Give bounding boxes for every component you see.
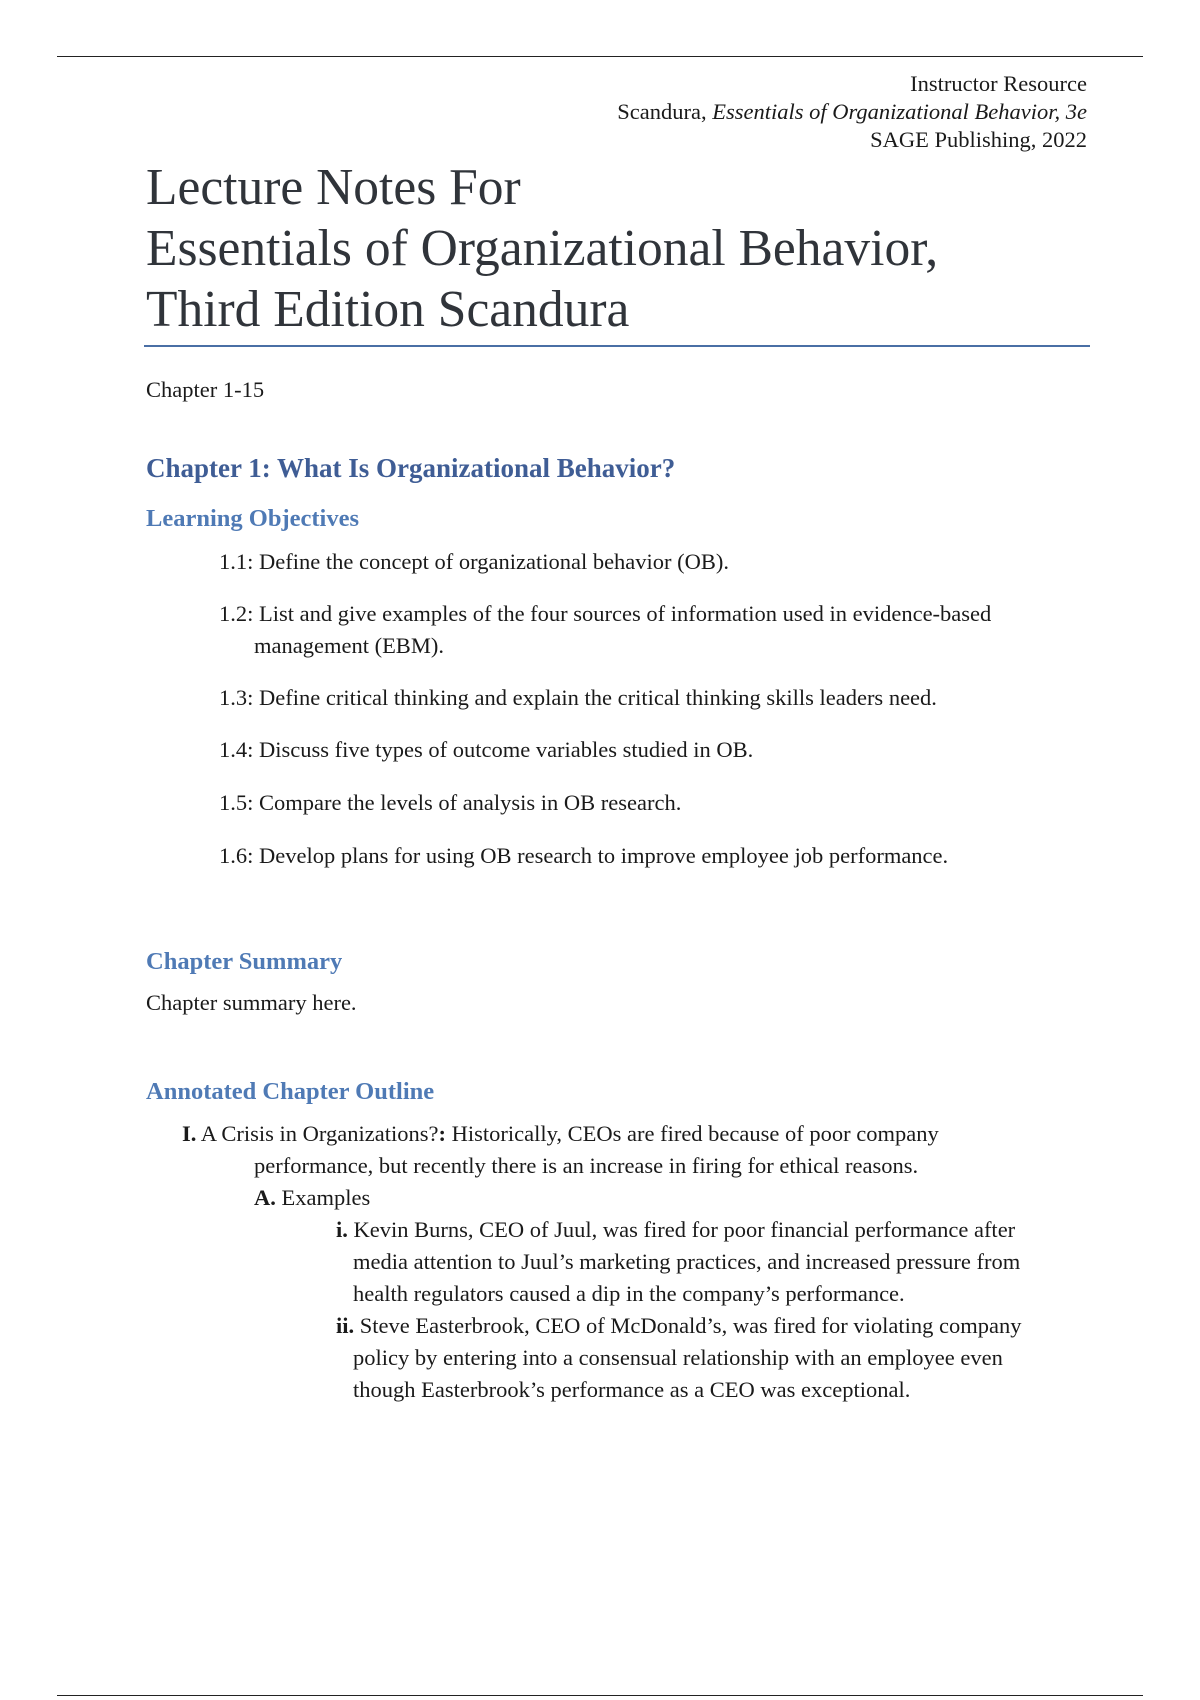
- book-title-italic: Essentials of Organizational Behavior, 3e: [712, 99, 1087, 124]
- chapter-heading: Chapter 1: What Is Organizational Behavior?: [146, 453, 676, 483]
- objective-1-2: 1.2: List and give examples of the four sources of information used in evidence-based management (EBM).: [219, 601, 992, 658]
- header-line-3: SAGE Publishing, 2022: [870, 127, 1087, 152]
- outline-item-i: i. Kevin Burns, CEO of Juul, was fired for poor financial performance after: [336, 1217, 1016, 1242]
- title-line-2: Essentials of Organizational Behavior,: [146, 220, 939, 277]
- outline-item-i-line-2: media attention to Juul’s marketing practices, and increased pressure from: [353, 1249, 1021, 1274]
- title-line-1: Lecture Notes For: [146, 159, 521, 216]
- running-header: [617, 70, 1087, 154]
- top-rule: [57, 56, 1143, 57]
- chapter-range: Chapter 1-15: [146, 377, 265, 402]
- learning-objectives-heading: Learning Objectives: [146, 505, 359, 532]
- objective-1-3: 1.3: Define critical thinking and explain the critical thinking skills leaders need.: [219, 685, 937, 710]
- outline-item-i-line-3: health regulators caused a dip in the company’s performance.: [353, 1281, 905, 1306]
- objective-1-6: 1.6: Develop plans for using OB research to improve employee job performance.: [219, 843, 949, 868]
- outline-item-ii-line-3: though Easterbrook’s performance as a CEO was exceptional.: [353, 1377, 911, 1402]
- outline-item-ii-line-2: policy by entering into a consensual relationship with an employee even: [353, 1345, 1003, 1370]
- document-title: [146, 157, 938, 340]
- title-underline: [144, 345, 1090, 347]
- objective-1-4: 1.4: Discuss five types of outcome variables studied in OB.: [219, 737, 754, 762]
- annotated-outline-heading: Annotated Chapter Outline: [146, 1078, 435, 1105]
- bottom-rule: [57, 1695, 1143, 1696]
- outline-item-A: A. Examples: [254, 1185, 371, 1210]
- outline-item-ii: ii. Steve Easterbrook, CEO of McDonald’s, was fired for violating company: [336, 1313, 1022, 1338]
- objective-1-5: 1.5: Compare the levels of analysis in OB research.: [219, 790, 682, 815]
- header-line-1: Instructor Resource: [910, 71, 1087, 96]
- objective-1-1: 1.1: Define the concept of organizational behavior (OB).: [219, 549, 730, 574]
- outline-item-I-continued: performance, but recently there is an increase in firing for ethical reasons.: [254, 1153, 919, 1178]
- chapter-summary-text: Chapter summary here.: [146, 990, 357, 1015]
- title-line-3: Third Edition Scandura: [146, 281, 630, 338]
- outline-item-I: I. A Crisis in Organizations?: Historically, CEOs are fired because of poor company: [182, 1121, 939, 1146]
- header-line-2: Scandura, Essentials of Organizational Behavior, 3e: [617, 99, 1087, 124]
- chapter-summary-heading: Chapter Summary: [146, 948, 343, 975]
